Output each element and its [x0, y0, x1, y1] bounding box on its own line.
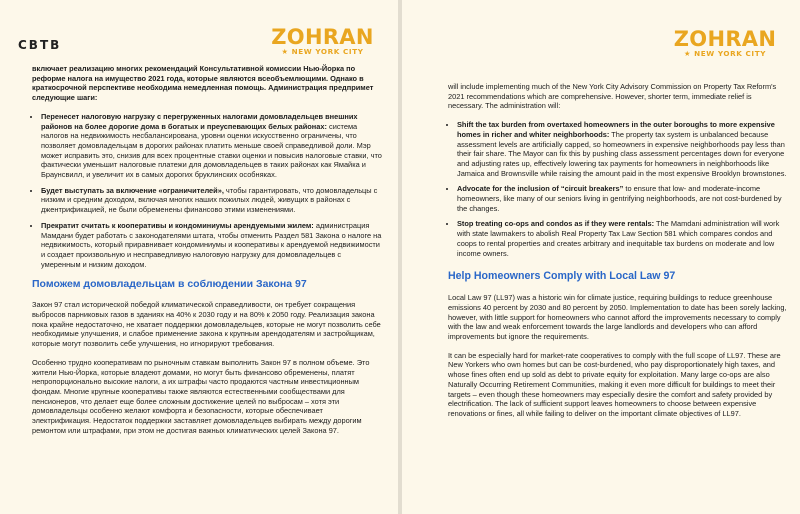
paragraph: Закон 97 стал исторической победой климатической справедливости, он требует сокращения выбросов парниковых газов в зданиях на 40% к 2030 году и на 80% к 2050 году. Реализация закона пока крайне недостаточно, не хватает поддержки домовладельцев, которые не могут позволить себе необходимые улучшения, и слабое применение закона к крупным арендодателям и застройщикам, которые могут позволить себе улучшения, но игнорируют требования. — [32, 300, 381, 349]
list-item — [457, 184, 788, 213]
bullet-list — [32, 112, 382, 270]
list-item — [41, 112, 382, 180]
bullet-lead: Stop treating co-ops and condos as if they were rentals: — [457, 219, 655, 229]
bullet-text: система налогов на недвижимость несбалансирована, уровни оценки искусственно ограничены, что позволяет домовладельцам в дорогих районах платить меньше своей справедливой доли. Мэр может исправить это, снизив для всех процентные ставки оценки и повысив налоговые ставки, что фактически уменьшит налоговые платежи для домовладельцев в таких районах как Ямайка и Браунсвилл, и увеличит их в самых дорогих бруклинских особняках. — [41, 121, 382, 180]
list-item — [41, 221, 382, 270]
zohran-logo — [265, 27, 380, 56]
intro-paragraph: включает реализацию многих рекомендаций Консультативной комиссии Нью-Йорка по реформе налога на имущество 2021 года, которые являются всеобъемлющими. Однако в краткосрочной перспективе необходима немедленная помощь. Администрация предпримет следующие шаги: — [32, 64, 374, 103]
list-item — [457, 219, 788, 258]
brand-subtitle: ★ NEW YORK CITY — [281, 47, 364, 56]
text-column-right — [448, 82, 788, 428]
page-english — [402, 0, 800, 514]
section-heading: Help Homeowners Comply with Local Law 97 — [448, 270, 676, 283]
paragraph: Local Law 97 (LL97) was a historic win for climate justice, requiring buildings to reduce greenhouse emissions 40 percent by 2030 and 80 percent by 2050. Implementation to date has been sorely lacking, however, with little support for homeowners who cannot afford the improvements necessary to comply with the law and weak enforcement towards the large landlords and developers who can afford improvements but ignore the requirements. — [448, 293, 787, 342]
section-heading: Поможем домовладельцам в соблюдении Закона 97 — [32, 278, 307, 291]
bullet-list — [448, 120, 788, 258]
bullet-text: администрация Мамдани будет работать с законодателями штата, чтобы отменить Раздел 581 Закона о налоге на недвижимость, который приравнивает кондоминиумы и кооперативы к арендуемой недвижимости и создает произвольную и несправедливую налоговую нагрузку для домовладельцев с умеренным и низким доходом. — [41, 220, 382, 269]
intro-paragraph: will include implementing much of the New York City Advisory Commission on Property Tax Reform's 2021 recommendations which are comprehensive. However, shorter term, immediate relief is necessary. The administration will: — [448, 82, 777, 111]
text-column-left — [32, 64, 382, 445]
bullet-lead: Будет выступать за включение «ограничителей», — [41, 185, 224, 195]
bullet-text: The Mamdani administration will work with state lawmakers to abolish Real Property Tax Law Section 581 which compares condos and coops to rental properties and creates arbitrary and inequitable tax burdens on moderate and low income owners. — [457, 219, 780, 258]
bullet-lead: Advocate for the inclusion of “circuit breakers” — [457, 184, 624, 194]
bullet-lead: Перенесет налоговую нагрузку с перегруженных налогами домовладельцев внешних районов на более дорогие дома в богатых и преуспевающих белых районах: — [41, 111, 358, 131]
paragraph: Особенно трудно кооперативам по рыночным ставкам выполнить Закон 97 в полном объеме. Это жители Нью-Йорка, которые владеют домами, но могут быть финансово обременены, платят непропорционально высокие налоги, а их штрафы часто продаются частным инвестиционным фондам. Многие крупные кооперативы также являются естественными сообществами для пенсионеров, что делает еще более сложным достижение целей по выбросам – хотя эти домовладельцы особенно желают комфорта и безопасности, которые обеспечивает электрификация. Недостаток поддержки заставляет домовладельцев выбирать между дорогим ремонтом или штрафами, при этом не достигая важных климатических целей Закона 97. — [32, 357, 370, 435]
bullet-text: The property tax system is unbalanced because assessment levels are artificially capped, so homeowners in expensive neighborhoods pay less than their fair share. The Mayor can fix this by pushing class assessment percentages down for everyone and adjusting rates up, effectively lowering tax payments for homeowners in neighborhoods like Jamaica and Brownsville while raising the amount paid in the most expensive Brooklyn brownstones. — [457, 129, 787, 178]
bullet-lead: Прекратит считать к кооперативы и кондоминиумы арендуемыми жилем: — [41, 220, 314, 230]
list-item — [41, 186, 382, 215]
brand-name: ZOHRAN — [673, 27, 777, 51]
paragraph: It can be especially hard for market-rate cooperatives to comply with the full scope of LL97. These are New Yorkers who own homes but can be cost-burdened, who pay disproportionately high taxes, and whose fines often end up sold as debt to private equity for exploitation. Many large co-ops are also Naturally Occurring Retirement Communities, making it even more difficult for buildings to meet their targets – even though these homeowners may especially desire the comfort and safety provided by electrification. The lack of sufficient support leaves homeowners to choose between expensive renovations or fines, all while failing to deliver on the important climate objectives of LL97. — [448, 350, 781, 418]
bullet-text: to ensure that low- and moderate-income homeowners, like many of our seniors living in gentrifying neighborhoods, are not cost-burdened by the changes. — [457, 184, 782, 213]
cbtb-logo: CBTB — [18, 38, 62, 52]
page-russian — [0, 0, 398, 514]
brand-name: ZOHRAN — [271, 25, 374, 49]
list-item — [457, 120, 788, 178]
brand-subtitle: ★ NEW YORK CITY — [683, 49, 767, 58]
bullet-text: чтобы гарантировать, что домовладельцы с низким и средним доходом, включая многих наших пожилых людей, живущих в районах с джентрификацией, не были обременены финансово этими изменениями. — [41, 185, 378, 215]
bullet-lead: Shift the tax burden from overtaxed homeowners in the outer boroughs to more expensive homes in richer and whiter neighborhoods: — [457, 120, 775, 139]
zohran-logo — [666, 29, 784, 58]
